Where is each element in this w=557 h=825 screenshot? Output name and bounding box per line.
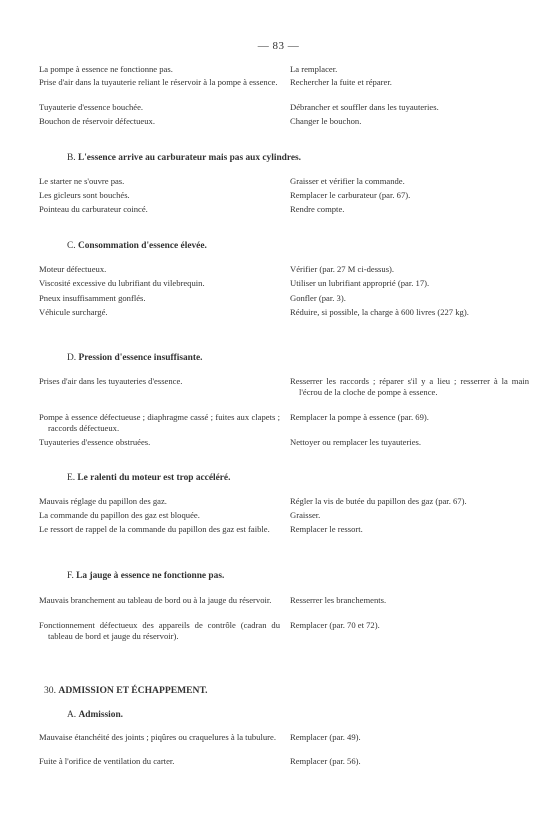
- section-heading: [67, 152, 301, 164]
- remedy-text: Graisser et vérifier la commande.: [290, 176, 405, 186]
- chapter-heading: [44, 685, 208, 697]
- section-letter: E.: [67, 473, 76, 483]
- remedy-text: Vérifier (par. 27 M ci-dessus).: [290, 264, 395, 274]
- cause-text: Fuite à l'orifice de ventilation du carter.: [39, 756, 175, 766]
- remedy-text: La remplacer.: [290, 64, 338, 74]
- remedy-text: Remplacer la pompe à essence (par. 69).: [290, 412, 429, 422]
- cause-text: Le ressort de rappel de la commande du papillon des gaz est faible.: [39, 524, 270, 534]
- remedy-text: Changer le bouchon.: [290, 116, 362, 126]
- section-letter: B.: [67, 153, 76, 163]
- section-heading: [67, 240, 207, 252]
- remedy-text: Nettoyer ou remplacer les tuyauteries.: [290, 437, 422, 447]
- section-title: Le ralenti du moteur est trop accéléré.: [77, 473, 231, 483]
- section-title: La jauge à essence ne fonctionne pas.: [76, 571, 225, 581]
- cause-text: Véhicule surchargé.: [39, 307, 108, 317]
- cause-text: Tuyauterie d'essence bouchée.: [39, 102, 144, 112]
- cause-text: Tuyauteries d'essence obstruées.: [39, 437, 151, 447]
- subsection-letter: A.: [67, 710, 77, 720]
- cause-text: Pompe à essence défectueuse ; diaphragme cassé ; fuites aux clapets ; raccords défectueux.: [39, 412, 280, 433]
- section-letter: C.: [67, 241, 76, 251]
- cause-text: Prise d'air dans la tuyauterie reliant le réservoir à la pompe à essence.: [39, 77, 278, 87]
- chapter-title: ADMISSION ET ÉCHAPPEMENT.: [58, 685, 208, 696]
- remedy-text: Remplacer (par. 49).: [290, 732, 361, 742]
- remedy-text: Utiliser un lubrifiant approprié (par. 17).: [290, 278, 430, 288]
- cause-text: Prises d'air dans les tuyauteries d'essence.: [39, 376, 183, 386]
- cause-text: Les gicleurs sont bouchés.: [39, 190, 130, 200]
- cause-text: Fonctionnement défectueux des appareils de contrôle (cadran du tableau de bord et jauge du réservoir).: [39, 620, 280, 641]
- remedy-text: Resserrer les branchements.: [290, 595, 387, 605]
- section-letter: D.: [67, 353, 77, 363]
- cause-text: Viscosité excessive du lubrifiant du vilebrequin.: [39, 278, 205, 288]
- remedy-text: Régler la vis de butée du papillon des gaz (par. 67).: [290, 496, 467, 506]
- section-heading: [67, 472, 230, 484]
- section-title: Pression d'essence insuffisante.: [78, 353, 203, 363]
- remedy-text: Rechercher la fuite et réparer.: [290, 77, 392, 87]
- remedy-text: Remplacer le carburateur (par. 67).: [290, 190, 411, 200]
- remedy-text: Gonfler (par. 3).: [290, 293, 346, 303]
- section-title: L'essence arrive au carburateur mais pas aux cylindres.: [77, 153, 302, 163]
- remedy-text: Remplacer (par. 56).: [290, 756, 361, 766]
- section-title: Consommation d'essence élevée.: [77, 241, 207, 251]
- page-number: — 83 —: [257, 40, 300, 52]
- section-heading: [67, 570, 224, 582]
- cause-text: Bouchon de réservoir défectueux.: [39, 116, 155, 126]
- section-heading: [67, 352, 203, 364]
- remedy-text: Remplacer le ressort.: [290, 524, 363, 534]
- remedy-text: Rendre compte.: [290, 204, 345, 214]
- cause-text: Mauvais branchement au tableau de bord ou à la jauge du réservoir.: [39, 595, 272, 605]
- cause-text: La commande du papillon des gaz est bloquée.: [39, 510, 200, 520]
- remedy-text: Réduire, si possible, la charge à 600 livres (227 kg).: [290, 307, 469, 317]
- subsection-title: Admission.: [78, 710, 124, 720]
- remedy-text: Resserrer les raccords ; réparer s'il y a lieu ; resserrer à la main l'écrou de la cloche de pompe à essence.: [290, 376, 529, 397]
- remedy-text: Remplacer (par. 70 et 72).: [290, 620, 380, 630]
- cause-text: Moteur défectueux.: [39, 264, 107, 274]
- remedy-text: Graisser.: [290, 510, 321, 520]
- chapter-number: 30.: [44, 685, 56, 696]
- cause-text: Pointeau du carburateur coincé.: [39, 204, 148, 214]
- cause-text: Mauvais réglage du papillon des gaz.: [39, 496, 167, 506]
- subsection-heading: [67, 709, 123, 721]
- cause-text: La pompe à essence ne fonctionne pas.: [39, 64, 173, 74]
- cause-text: Mauvaise étanchéité des joints ; piqûres ou craquelures à la tubulure.: [39, 732, 276, 742]
- cause-text: Pneux insuffisamment gonflés.: [39, 293, 146, 303]
- remedy-text: Débrancher et souffler dans les tuyauteries.: [290, 102, 439, 112]
- section-letter: F.: [67, 571, 74, 581]
- cause-text: Le starter ne s'ouvre pas.: [39, 176, 125, 186]
